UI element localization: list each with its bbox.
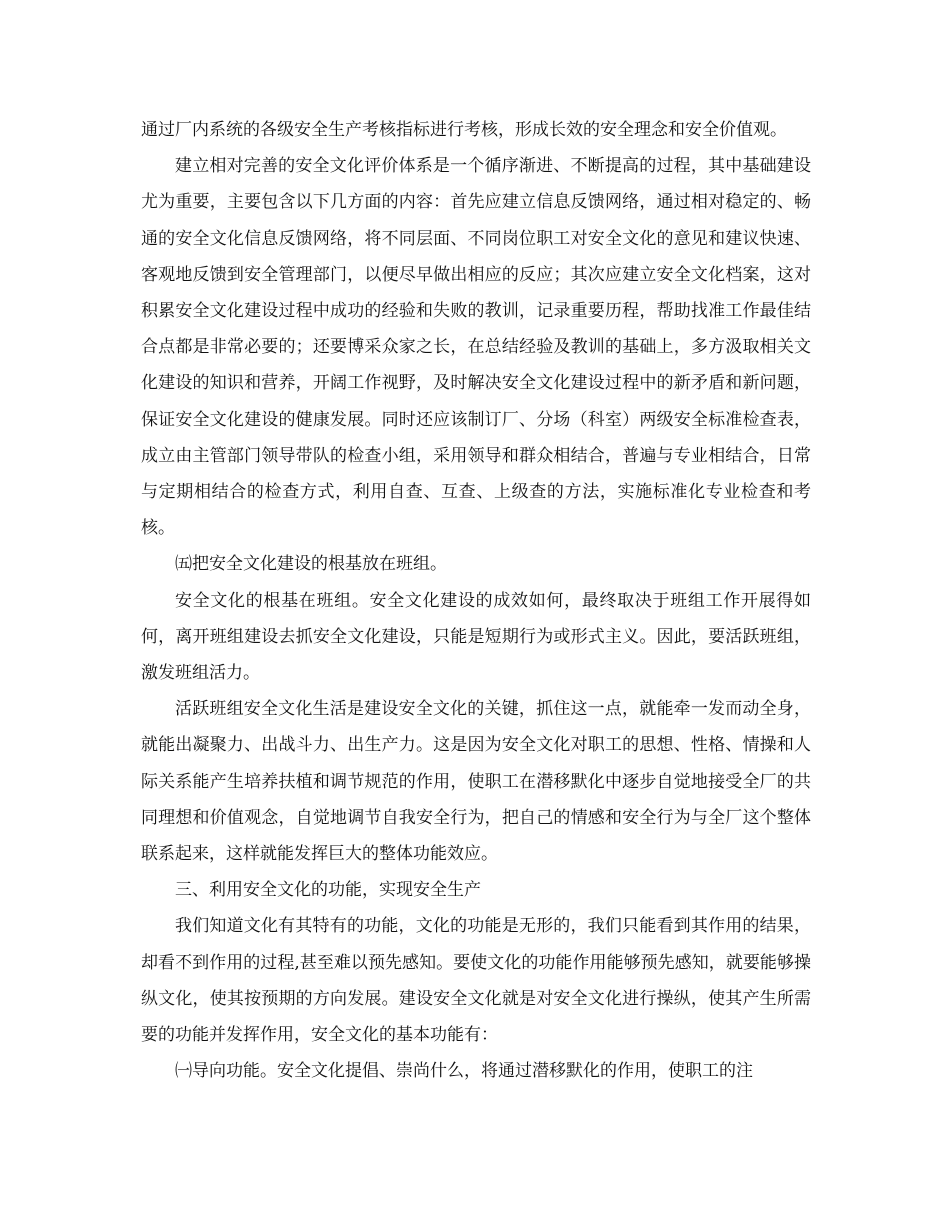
section-heading-team-foundation: ㈤把安全文化建设的根基放在班组。 [175,554,447,575]
paragraph-team-foundation: 安全文化的根基在班组。安全文化建设的成效如何，最终取决于班组工作开展得如何，离开班组建设去抓安全文化建设，只能是短期行为或形式主义。因此，要活跃班组，激发班组活力。 [141,590,811,684]
section-heading-culture-function: 三、利用安全文化的功能，实现安全生产 [175,880,481,901]
paragraph-guidance-function: ㈠导向功能。安全文化提倡、崇尚什么，将通过潜移默化的作用，使职工的注 [175,1061,753,1082]
paragraph-evaluation-system: 建立相对完善的安全文化评价体系是一个循序渐进、不断提高的过程，其中基础建设尤为重要，主要包含以下几方面的内容：首先应建立信息反馈网络，通过相对稳定的、畅通的安全文化信息反馈网络，将不同层面、不同岗位职工对安全文化的意见和建议快速、客观地反馈到安全管理部门，以便尽早做出相应的反应；其次应建立安全文化档案，这对积累安全文化建设过程中成功的经验和失败的教训，记录重要历程，帮助找准工作最佳结合点都是非常必要的；还要博采众家之长，在总结经验及教训的基础上，多方汲取相关文化建设的知识和营养，开阔工作视野，及时解决安全文化建设过程中的新矛盾和新问题，保证安全文化建设的健康发展。同时还应该制订厂、分场（科室）两级安全标准检查表，成立由主管部门领导带队的检查小组，采用领导和群众相结合，普遍与专业相结合，日常与定期相结合的检查方式，利用自查、互查、上级查的方法，实施标准化专业检查和考核。 [141,156,811,539]
paragraph-continuation: 通过厂内系统的各级安全生产考核指标进行考核，形成长效的安全理念和安全价值观。 [141,120,787,140]
paragraph-team-activity: 活跃班组安全文化生活是建设安全文化的关键，抓住这一点，就能牵一发而动全身，就能出凝聚力、出战斗力、出生产力。这是因为安全文化对职工的思想、性格、情操和人际关系能产生培养扶植和调节规范的作用，使职工在潜移默化中逐步自觉地接受全厂的共同理想和价值观念，自觉地调节自我安全行为，把自己的情感和安全行为与全厂这个整体联系起来，这样就能发挥巨大的整体功能效应。 [141,699,811,865]
paragraph-culture-function: 我们知道文化有其特有的功能，文化的功能是无形的，我们只能看到其作用的结果，却看不到作用的过程,甚至难以预先感知。要使文化的功能作用能够预先感知，就要能够操纵文化，使其按预期的方向发展。建设安全文化就是对安全文化进行操纵，使其产生所需要的功能并发挥作用，安全文化的基本功能有： [141,916,811,1046]
document-body [141,112,811,1089]
